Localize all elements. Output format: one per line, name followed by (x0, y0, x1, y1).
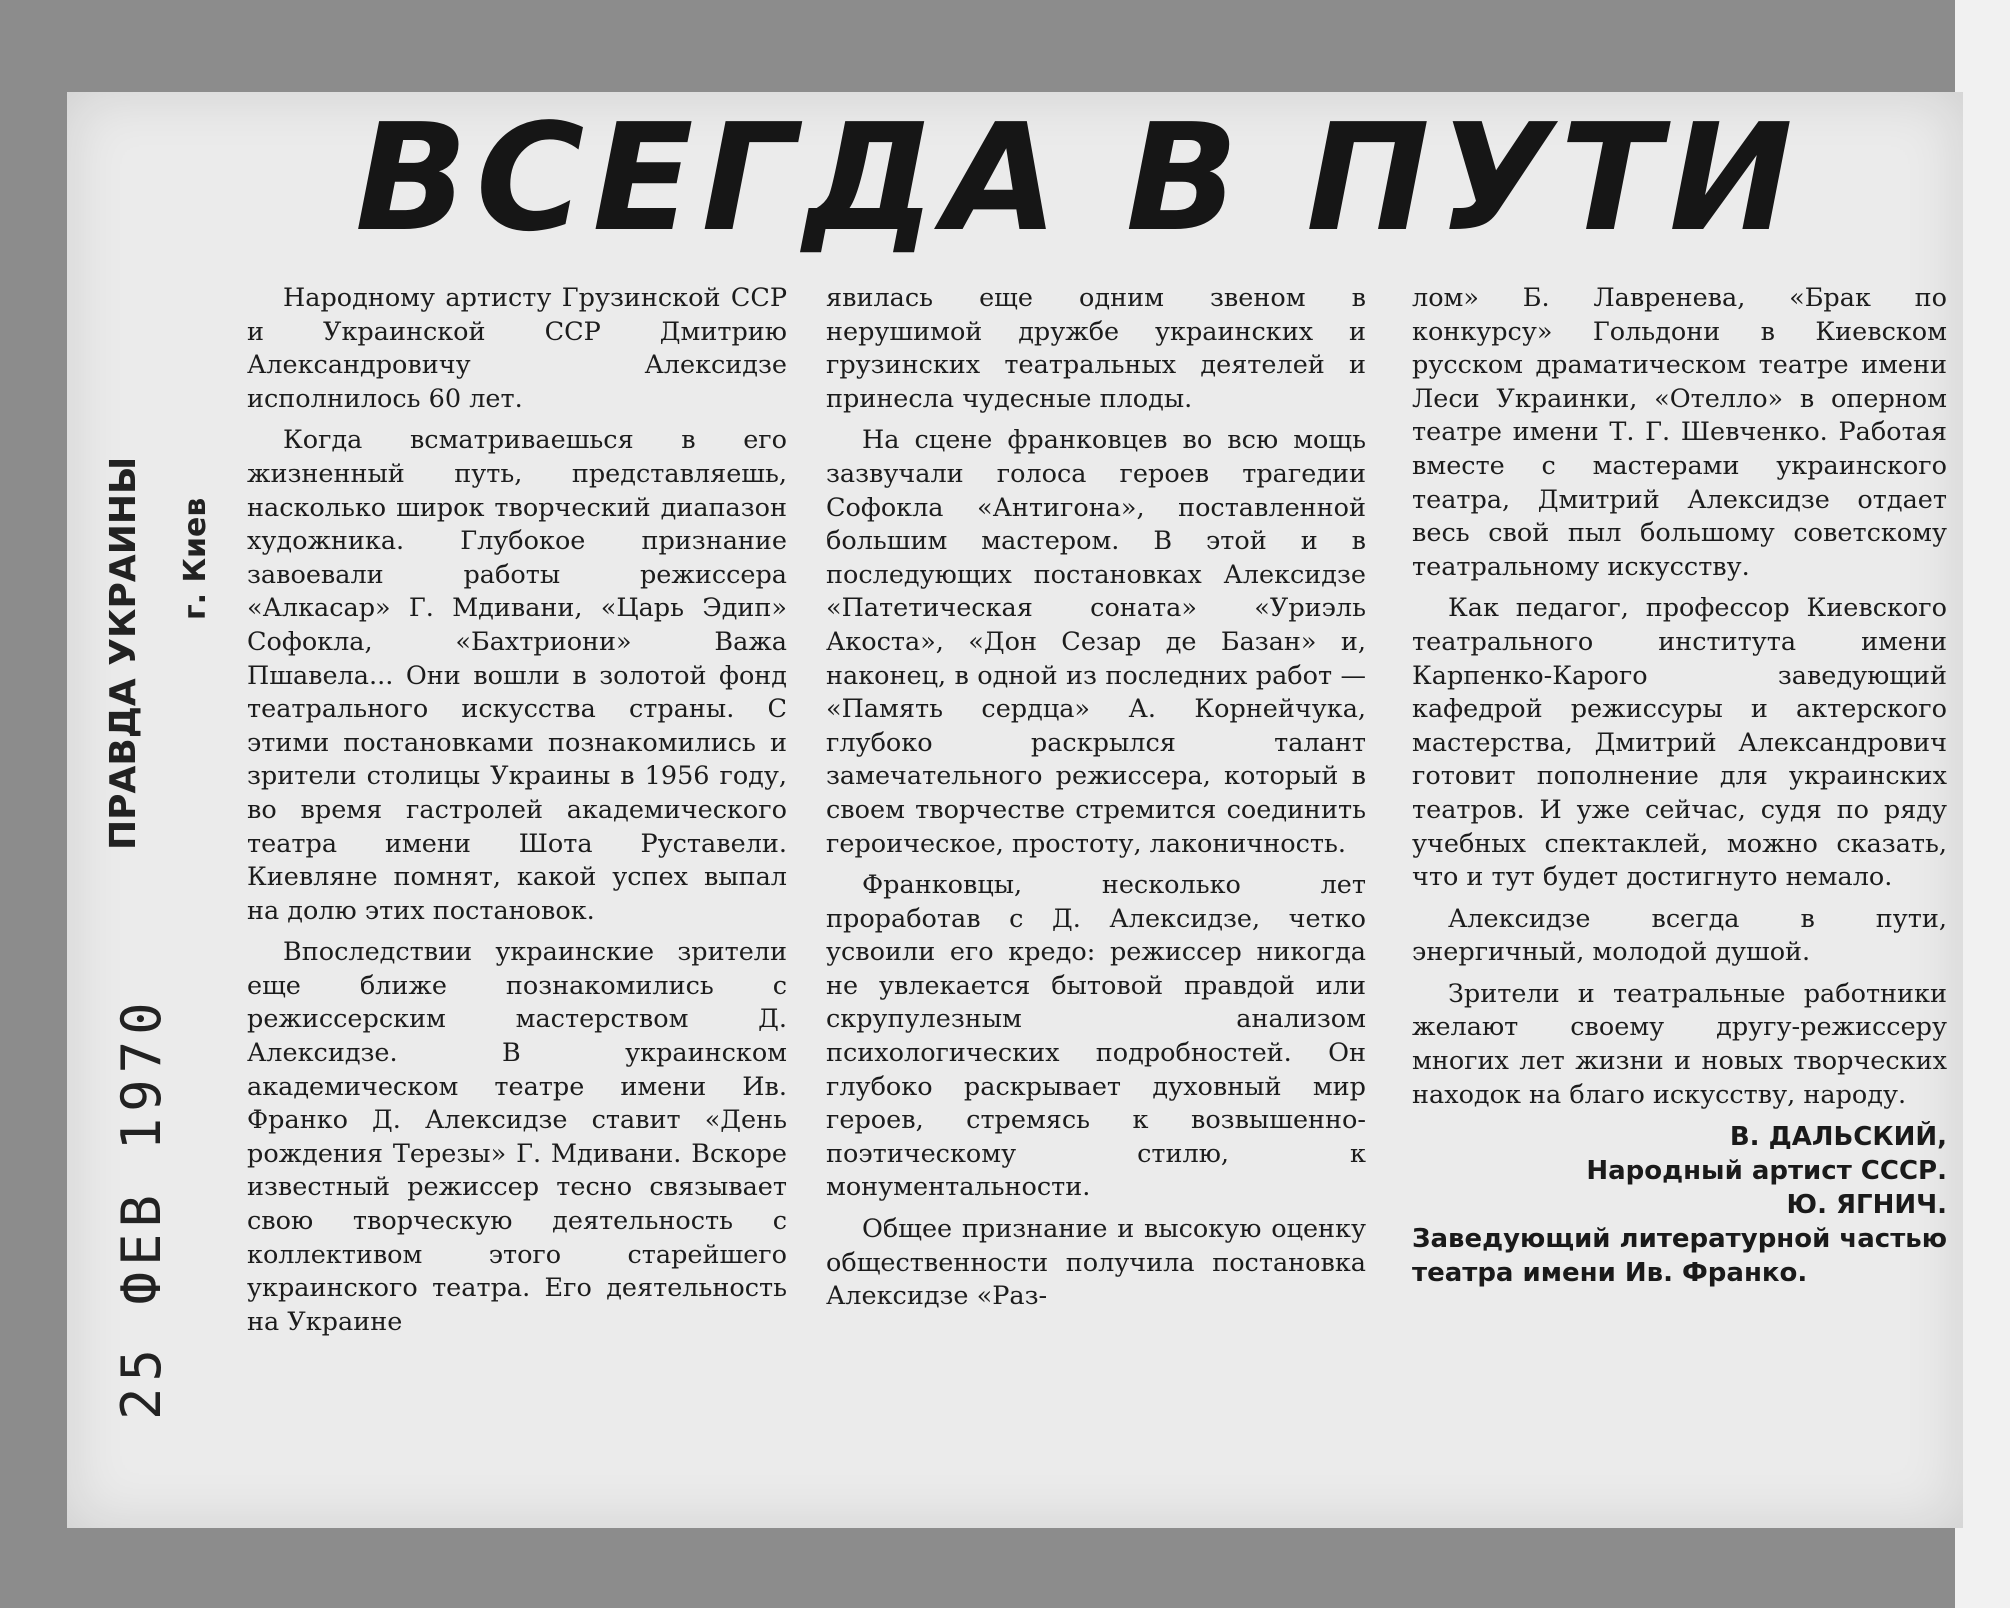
paragraph: Впоследствии украинские зрители еще ближе познакомились с режиссерским мастерством Д. Алексидзе. В украинском академическом театре имени Ив. Франко Д. Алексидзе ставит «День рождения Терезы» Г. Мдивани. Вскоре известный режиссер тесно связывает свою творческую деятельность с коллективом этого старейшего украинского театра. Его деятельность на Украине (247, 937, 787, 1337)
author-name: Ю. ЯГНИЧ. (1786, 1190, 1947, 1221)
paragraph: лом» Б. Лавренева, «Брак по конкурсу» Гольдони в Киевском русском драматическом театре имени Леси Украинки, «Отелло» в оперном театре имени Т. Г. Шевченко. Работая вместе с мастерами украинского театра, Дмитрий Алексидзе отдает весь свой пыл большому советскому театральному искусству. (1412, 283, 1947, 582)
date-stamp: 25 ФЕВ 1970 (110, 996, 173, 1420)
city-stamp: г. Киев (178, 497, 213, 620)
paragraph: Общее признание и высокую оценку общественности получила постановка Алексидзе «Раз- (826, 1214, 1366, 1312)
author-name: В. ДАЛЬСКИЙ, (1729, 1122, 1947, 1153)
newspaper-name-stamp: ПРАВДА УКРАИНЫ (103, 456, 144, 850)
article-column-2 (826, 282, 1366, 1322)
article-headline: ВСЕГДА В ПУТИ (355, 92, 1801, 264)
scan-edge-strip (1955, 0, 2010, 1608)
paragraph: Франковцы, несколько лет проработав с Д. Алексидзе, четко усвоили его кредо: режиссер никогда не увлекается бытовой правдой или скрупулезным анализом психологических подробностей. Он глубоко раскрывает духовный мир героев, стремясь к возвышенно-поэтическому стилю, к монументальности. (826, 870, 1366, 1203)
paragraph: Зрители и театральные работники желают своему другу-режиссеру многих лет жизни и новых творческих находок на благо искусству, народу. (1412, 978, 1947, 1110)
paragraph: явилась еще одним звеном в нерушимой дружбе украинских и грузинских театральных деятелей и принесла чудесные плоды. (826, 283, 1366, 414)
article-column-3 (1412, 282, 1947, 1290)
paragraph: Алексидзе всегда в пути, энергичный, молодой душой. (1412, 903, 1947, 968)
article-column-1 (247, 282, 787, 1347)
paragraph: На сцене франковцев во всю мощь зазвучали голоса героев трагедии Софокла «Антигона», поставленной большим мастером. В этой и в последующих постановках Алексидзе «Патетическая соната» «Уриэль Акоста», «Дон Сезар де Базан» и, наконец, в одной из последних работ — «Память сердца» А. Корнейчука, глубоко раскрылся талант замечательного режиссера, который в своем творчестве стремится соединить героическое, простоту, лаконичность. (826, 425, 1366, 859)
paragraph: Как педагог, профессор Киевского театрального института имени Карпенко-Карого заведующий кафедрой режиссуры и актерского мастерства, Дмитрий Александрович готовит пополнение для украинских театров. И уже сейчас, судя по ряду учебных спектаклей, можно сказать, что и тут будет достигнуто немало. (1412, 593, 1947, 893)
author-title: Народный артист СССР. (1586, 1156, 1947, 1187)
author-title: Заведующий литературной частью театра имени Ив. Франко. (1412, 1224, 1947, 1289)
signature-block (1412, 1120, 1947, 1290)
paragraph: Народному артисту Грузинской ССР и Украинской ССР Дмитрию Александровичу Алексидзе исполнилось 60 лет. (247, 283, 787, 414)
paragraph: Когда всматриваешься в его жизненный путь, представляешь, насколько широк творческий диапазон художника. Глубокое признание завоевали работы режиссера «Алкасар» Г. Мдивани, «Царь Эдип» Софокла, «Бахтриони» Важа Пшавела... Они вошли в золотой фонд театрального искусства страны. С этими постановками познакомились и зрители столицы Украины в 1956 году, во время гастролей академического театра имени Шота Руставели. Киевляне помнят, какой успех выпал на долю этих постановок. (247, 425, 787, 926)
